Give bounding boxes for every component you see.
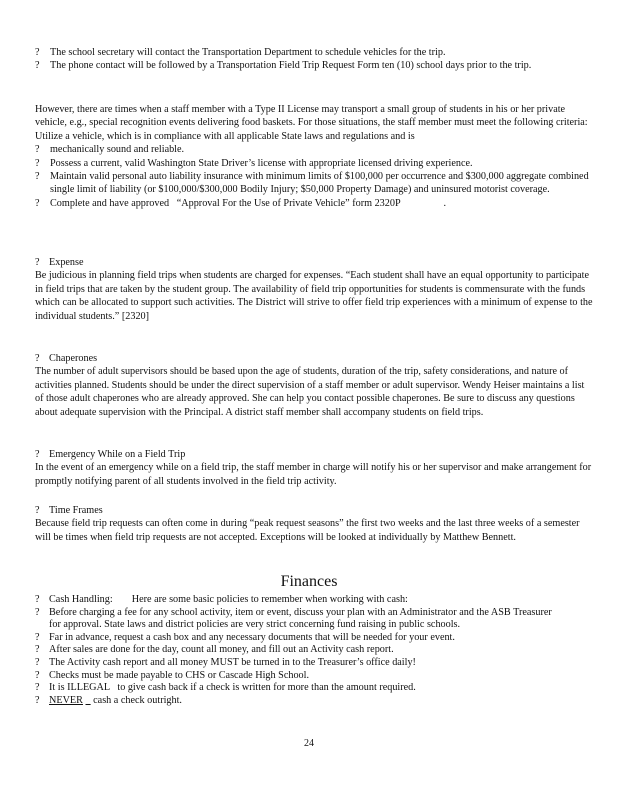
finances-title: Finances xyxy=(280,573,338,590)
bullet-icon: ? xyxy=(35,144,40,156)
list-item: ? After sales are done for the day, count all money, and fill out an Activity cash report. xyxy=(35,644,394,656)
finances-list xyxy=(35,594,555,707)
criteria-item: ? mechanically sound and reliable. xyxy=(35,144,185,156)
bullet-icon: ? xyxy=(35,631,40,643)
criteria-item: ? Possess a current, valid Washington State Driver’s license with appropriate licensed driving experience. xyxy=(35,157,473,169)
list-item: ? Before charging a fee for any school activity, item or event, discuss your plan with an Administrator and the ASB Treasurer for approval. State laws and district policies are very strict concerning fund raising in public schools. xyxy=(35,606,552,631)
page-number: 24 xyxy=(304,738,314,749)
bullet-icon: ? xyxy=(35,594,40,605)
bullet-icon: ? xyxy=(35,682,40,694)
criteria-item: ? Complete and have approved “Approval For the Use of Private Vehicle” form 2320P . xyxy=(35,197,447,209)
bullet-icon: ? xyxy=(35,505,40,516)
chaperones-section xyxy=(35,352,595,419)
list-item: ? NEVER cash a check outright. xyxy=(35,694,182,706)
never-word: NEVER xyxy=(49,694,83,706)
cash-handling-label: Cash Handling: xyxy=(49,594,113,605)
bullet-icon: ? xyxy=(35,197,40,209)
bullet-icon: ? xyxy=(35,656,40,668)
section-body: Because field trip requests can often come in during “peak request seasons” the first two weeks and the last three weeks of a semester will be times when field trip requests are not accepted. Exceptions will be looked at individually by Matthew Bennett. xyxy=(35,518,580,543)
bullet-icon: ? xyxy=(35,47,40,58)
list-item: ? The phone contact will be followed by a Transportation Field Trip Request Form ten (10) school days prior to the trip. xyxy=(35,60,532,72)
list-item: ? The school secretary will contact the Transportation Department to schedule vehicles for the trip. xyxy=(35,47,446,58)
bullet-icon: ? xyxy=(35,694,40,706)
emergency-section xyxy=(35,448,595,488)
private-vehicle-section xyxy=(35,103,595,210)
list-item: ? Checks must be made payable to CHS or Cascade High School. xyxy=(35,669,310,681)
cash-handling-item: ? Cash Handling: Here are some basic policies to remember when working with cash: xyxy=(35,594,408,605)
bullet-icon: ? xyxy=(35,449,40,460)
bullet-icon: ? xyxy=(35,669,40,681)
bullet-icon: ? xyxy=(35,644,40,656)
section-heading: ? Time Frames xyxy=(35,505,103,516)
section-heading: ? Chaperones xyxy=(35,353,98,364)
private-vehicle-intro: However, there are times when a staff member with a Type II License may transport a small group of students in his or her private vehicle, e.g., special recognition events delivering food baskets. For those situations, the staff member must meet the following criteria: xyxy=(35,104,588,129)
section-body: Be judicious in planning field trips when students are charged for expenses. “Each student shall have an equal opportunity to participate in field trips that are taken by the student group. The availability of field trip opportunities for students is commensurate with the funds which can be allocated to support such activities. The District will strive to offer field trip experiences with a minimum of expense to the individual students.” [2320] xyxy=(35,270,593,322)
bullet-icon: ? xyxy=(35,157,40,169)
expense-section xyxy=(35,256,595,323)
criteria-item: ? Maintain valid personal auto liability insurance with minimum limits of $100,000 per occurrence and $300,000 aggregate combined single limit of liability (or $100,000/$300,000 Bodily Injury; $50,000 Property Damage) and uninsured motorist coverage. xyxy=(35,171,589,196)
bullet-icon: ? xyxy=(35,606,40,618)
list-item: ? Far in advance, request a cash box and any necessary documents that will be needed for your event. xyxy=(35,631,455,643)
section-heading: ? Expense xyxy=(35,257,84,268)
bullet-icon: ? xyxy=(35,353,40,364)
section-heading: ? Emergency While on a Field Trip xyxy=(35,449,186,460)
bullet-icon: ? xyxy=(35,171,40,183)
bullet-icon: ? xyxy=(35,60,40,72)
section-body: In the event of an emergency while on a field trip, the staff member in charge will notify his or her supervisor and make arrangement for promptly notifying parent of all students involved in the field trip activity. xyxy=(35,462,592,487)
time-frames-section xyxy=(35,504,595,544)
list-item: ? It is ILLEGAL to give cash back if a check is written for more than the amount required. xyxy=(35,682,416,694)
transport-bullets xyxy=(35,46,595,73)
list-item: ? The Activity cash report and all money MUST be turned in to the Treasurer’s office daily! xyxy=(35,656,416,668)
private-vehicle-lead: Utilize a vehicle, which is in compliance with all applicable State laws and regulations and is xyxy=(35,130,415,142)
section-body: The number of adult supervisors should be based upon the age of students, duration of the trip, safety considerations, and nature of activities planned. Students should be under the direct supervision of a staff member or adult supervisor. Wendy Heiser maintains a list of those adult chaperones who are already approved. She can help you contact possible chaperones. Be sure to discuss any questions about adequate supervision with the Principal. A district staff member shall accompany students on field trips. xyxy=(35,366,585,418)
bullet-icon: ? xyxy=(35,257,40,268)
